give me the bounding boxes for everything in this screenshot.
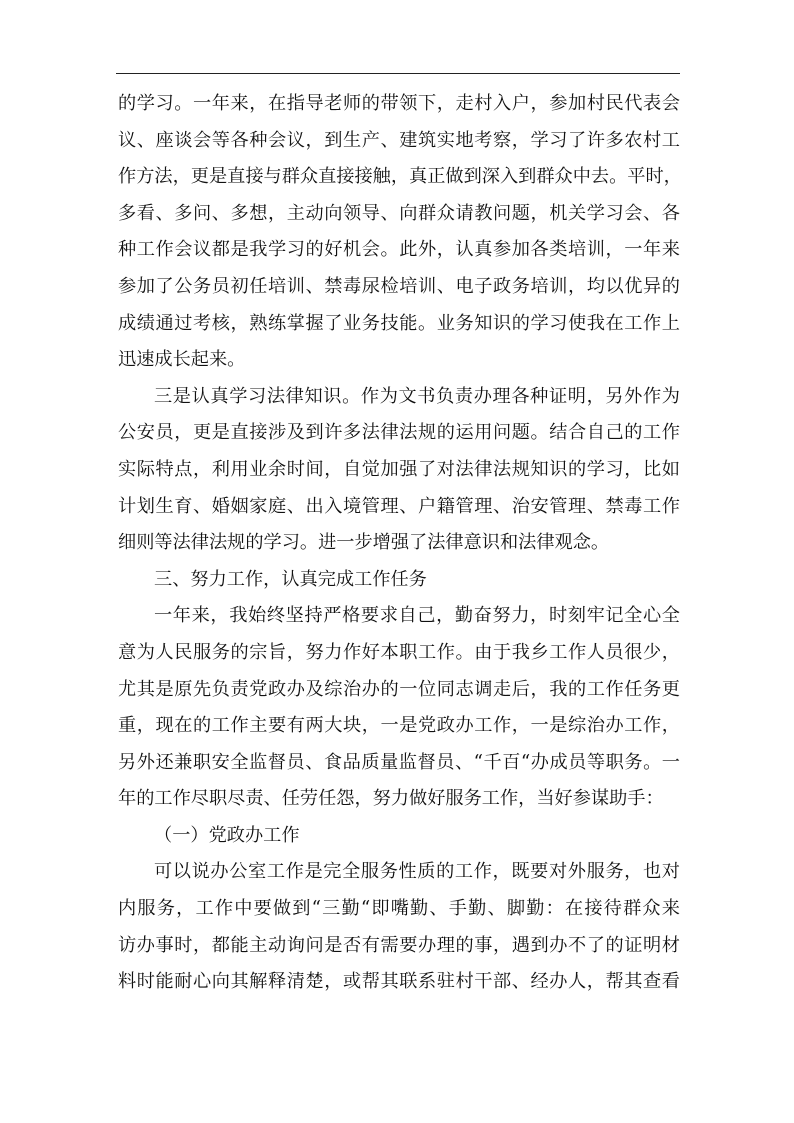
text-line: 实际特点，利用业余时间，自觉加强了对法律法规知识的学习，比如	[118, 458, 680, 480]
text-line: 意为人民服务的宗旨，努力作好本职工作。由于我乡工作人员很少，	[118, 641, 680, 663]
text-line: 公安员，更是直接涉及到许多法律法规的运用问题。结合自己的工作	[118, 422, 680, 444]
text-line: 可以说办公室工作是完全服务性质的工作，既要对外服务，也对	[154, 861, 680, 883]
text-line: 另外还兼职安全监督员、食品质量监督员、“千百“办成员等职务。一	[118, 751, 680, 773]
text-line: 重，现在的工作主要有两大块，一是党政办工作，一是综治办工作，	[118, 715, 680, 737]
text-line: 成绩通过考核，熟练掌握了业务技能。业务知识的学习使我在工作上	[118, 312, 680, 334]
document-body	[118, 86, 680, 1001]
paragraph-legal-knowledge	[118, 379, 680, 562]
subsection-heading: （一）党政办工作	[154, 824, 300, 846]
text-line: 的学习。一年来，在指导老师的带领下，走村入户，参加村民代表会	[118, 93, 680, 114]
text-line: 尤其是原先负责党政办及综治办的一位同志调走后，我的工作任务更	[118, 678, 680, 700]
text-line: 访办事时，都能主动询问是否有需要办理的事，遇到办不了的证明材	[118, 934, 680, 956]
section-heading: 三、努力工作，认真完成工作任务	[154, 568, 427, 590]
text-line: 作方法，更是直接与群众直接接触，真正做到深入到群众中去。平时，	[118, 166, 682, 188]
text-line: 种工作会议都是我学习的好机会。此外，认真参加各类培训，一年来	[118, 239, 680, 261]
text-line: 细则等法律法规的学习。进一步增强了法律意识和法律观念。	[118, 532, 610, 554]
subsection-heading-party-office	[118, 818, 680, 855]
text-line: 年的工作尽职尽责、任劳任怨，努力做好服务工作，当好参谋助手：	[118, 788, 664, 810]
header-rule	[116, 73, 680, 74]
text-line: 多看、多问、多想，主动向领导、向群众请教问题，机关学习会、各	[118, 202, 680, 224]
text-line: 料时能耐心向其解释清楚，或帮其联系驻村干部、经办人，帮其查看	[118, 971, 680, 993]
paragraph-office-service	[118, 854, 680, 1000]
text-line: 内服务，工作中要做到“三勤“即嘴勤、手勤、脚勤：在接待群众来	[118, 898, 680, 920]
text-line: 一年来，我始终坚持严格要求自己，勤奋努力，时刻牢记全心全	[154, 605, 680, 627]
text-line: 议、座谈会等各种会议，到生产、建筑实地考察，学习了许多农村工	[118, 129, 680, 151]
paragraph-work-overview	[118, 598, 680, 818]
text-line: 三是认真学习法律知识。作为文书负责办理各种证明，另外作为	[154, 385, 680, 407]
section-heading-work-tasks	[118, 562, 680, 599]
text-line: 计划生育、婚姻家庭、出入境管理、户籍管理、治安管理、禁毒工作	[118, 495, 680, 517]
text-line: 参加了公务员初任培训、禁毒尿检培训、电子政务培训，均以优异的	[118, 275, 680, 297]
paragraph-study-work-methods	[118, 86, 680, 379]
text-line: 迅速成长起来。	[118, 349, 246, 371]
